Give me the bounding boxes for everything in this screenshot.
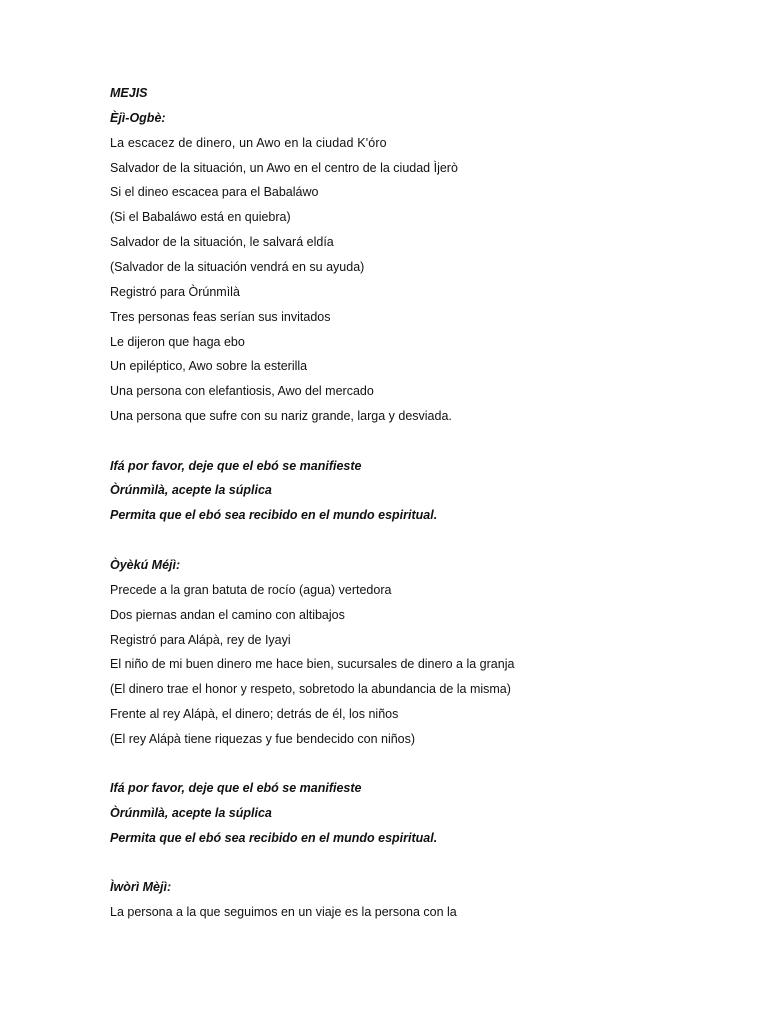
section-heading: Ìwòrì Mèjì: [110,880,172,894]
prayer-line: Permita que el ebó sea recibido en el mundo espiritual. [110,508,438,522]
verse-line: Tres personas feas serían sus invitados [110,310,331,324]
verse-line: Una persona con elefantiosis, Awo del mercado [110,384,374,398]
verse-line: (El dinero trae el honor y respeto, sobretodo la abundancia de la misma) [110,682,511,696]
prayer-line: Òrúnmìlà, acepte la súplica [110,806,272,820]
verse-line: (El rey Alápà tiene riquezas y fue bendecido con niños) [110,732,416,746]
prayer-line: Permita que el ebó sea recibido en el mundo espiritual. [110,831,438,845]
prayer-line: Òrúnmìlà, acepte la súplica [110,483,272,497]
verse-line: Un epiléptico, Awo sobre la esterilla [110,359,308,373]
verse-line: Si el dineo escacea para el Babaláwo [110,185,319,199]
verse-line: Le dijeron que haga ebo [110,335,245,349]
verse-line: La persona a la que seguimos en un viaje es la persona con la [110,905,457,919]
section-heading: Òyèkú Méjì: [110,558,181,572]
verse-line: Salvador de la situación, un Awo en el centro de la ciudad Ìjerò [110,161,458,175]
verse-line: El niño de mi buen dinero me hace bien, sucursales de dinero a la granja [110,657,515,671]
verse-line: Dos piernas andan el camino con altibajos [110,608,345,622]
verse-line: (Si el Babaláwo está en quiebra) [110,210,291,224]
verse-line: Precede a la gran batuta de rocío (agua) vertedora [110,583,392,597]
verse-line: Una persona que sufre con su nariz grande, larga y desviada. [110,409,452,423]
verse-line: (Salvador de la situación vendrá en su ayuda) [110,260,365,274]
verse-line: Registró para Alápà, rey de Iyayi [110,633,291,647]
verse-line: La escacez de dinero, un Awo en la ciudad K'óro [110,136,387,150]
document-title: MEJIS [110,86,148,100]
prayer-line: Ifá por favor, deje que el ebó se manifieste [110,781,362,795]
prayer-line: Ifá por favor, deje que el ebó se manifieste [110,459,362,473]
verse-line: Salvador de la situación, le salvará eldía [110,235,334,249]
verse-line: Registró para Òrúnmìlà [110,285,240,299]
verse-line: Frente al rey Alápà, el dinero; detrás de él, los niños [110,707,399,721]
section-heading: Èjì-Ogbè: [110,111,166,125]
